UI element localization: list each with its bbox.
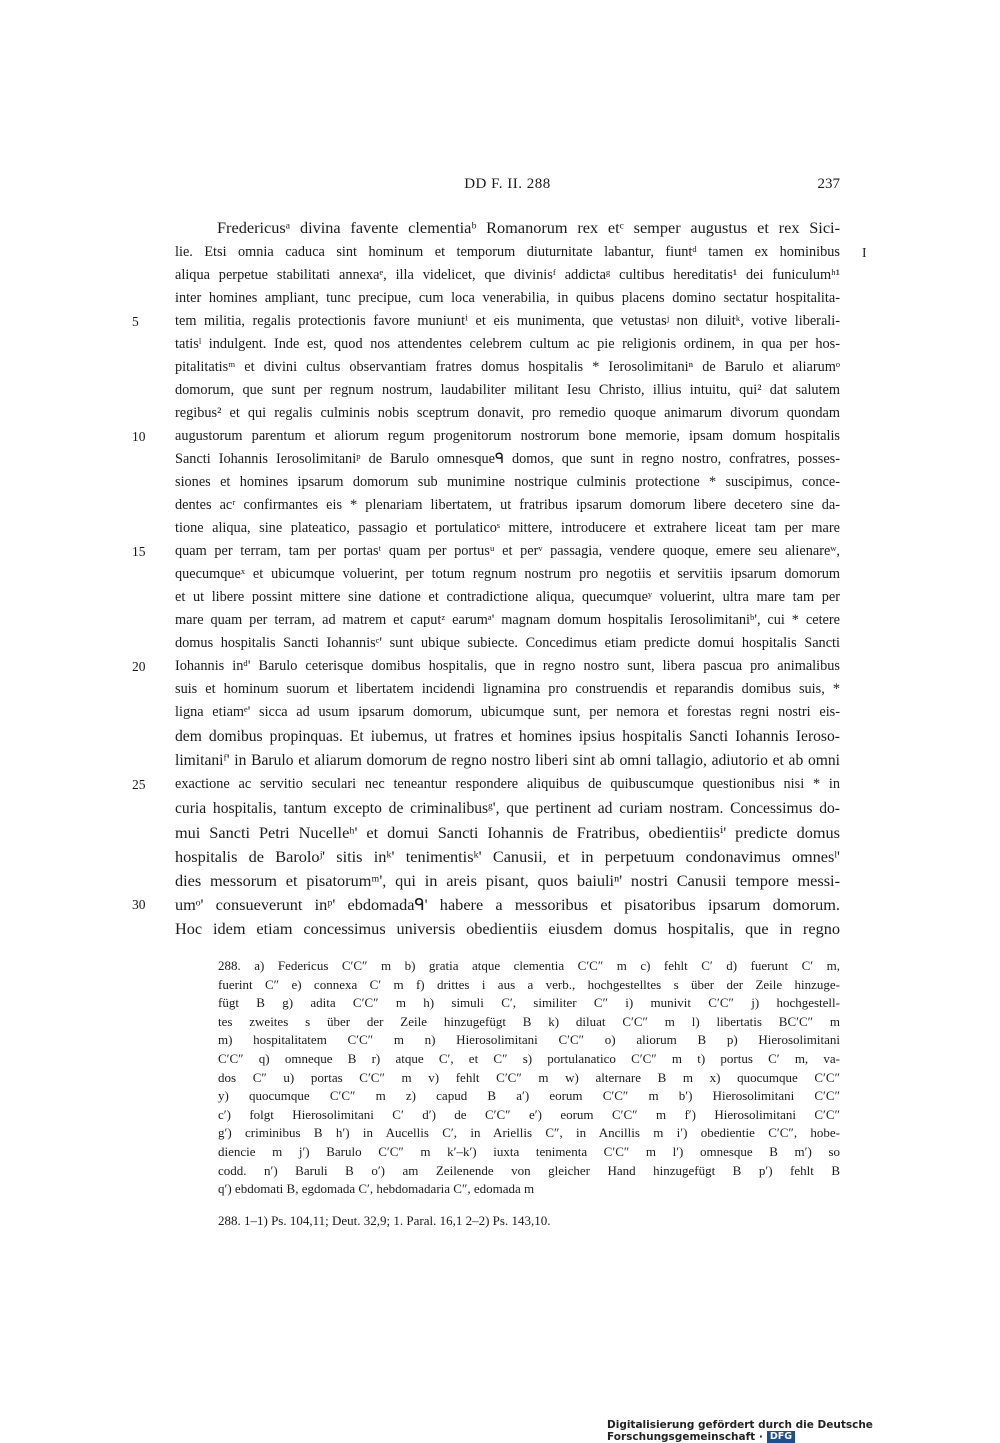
text-line: curia hospitalis, tantum excepto de criminalibusᵍ', que pertinent ad curiam nostram. Concessimus do-: [175, 800, 840, 817]
text-line: tione aliqua, sine plateatico, passagio et portulaticoˢ mittere, introducere et extrahere liceat tam per mare: [175, 520, 840, 536]
text-line: Hoc idem etiam concessimus universis obedientiis eiusdem domus hospitalis, que in regno: [175, 919, 840, 938]
text-line: hospitalis de Baroloʲ' sitis inᵏ' tenimentisᵏ' Canusii, et in perpetuum condonavimus omnesˡ': [175, 847, 840, 866]
text-line: exactione ac servitio seculari nec teneantur respondere aliquibus de quibuscumque questionibus nisi * in: [175, 776, 840, 792]
text-line: mui Sancti Petri Nucelleʰ' et domui Sancti Iohannis de Fratribus, obedientiisⁱ' predicte domus: [175, 823, 840, 842]
text-line: Fredericusᵃ divina favente clementiaᵇ Romanorum rex etᶜ semper augustus et rex Sici-: [217, 218, 840, 237]
text-line: Iohannis inᵈ' Barulo ceterisque domibus hospitalis, que in regno nostro sunt, libera pascua pro animalibus: [175, 658, 840, 674]
text-line: inter homines ampliant, tunc precipue, cum loca venerabilia, in quibus placens domino sectatur hospitalita-: [175, 290, 840, 306]
text-line: regibus² et qui regalis culminis nobis sceptrum donavit, pro remedio quoque animarum divorum quondam: [175, 405, 840, 421]
line-number: 25: [132, 777, 146, 792]
text-line: quecumqueˣ et ubicumque voluerint, per totum regnum nostrum pro negotiis et servitiis ipsarum domorum: [175, 566, 840, 582]
text-line: Sancti Iohannis Ierosolimitaniᵖ de Barulo omnesqueᑫ domos, que sunt in regno nostro, confratres, posses-: [175, 451, 840, 467]
apparatus-line: codd. n′) Baruli B o′) am Zeilenende von gleicher Hand hinzugefügt B p′) fehlt B: [218, 1162, 840, 1178]
apparatus-line: c′) folgt Hierosolimitani C′ d′) de C′C″ e′) eorum C′C″ m f′) Hierosolimitani C′C″: [218, 1106, 840, 1122]
dfg-logo: DFG: [767, 1431, 795, 1443]
text-line: pitalitatisᵐ et divini cultus observantiam fratres domus hospitalis * Ierosolimitaniⁿ de Barulo et aliarumᵒ: [175, 359, 840, 375]
apparatus-line: q′) ebdomati B, egdomada C′, hebdomadaria C″, edomada m: [218, 1181, 535, 1197]
text-line: augustorum parentum et aliorum regum progenitorum nostrorum bone memorie, ipsam domum hospitalis: [175, 428, 840, 444]
apparatus-line: m) hospitalitatem C′C″ m n) Hierosolimitani C′C″ o) aliorum B p) Hierosolimitani: [218, 1032, 840, 1048]
text-line: suis et hominum suorum et libertatem incidendi lignamina pro construendis et reparandis domibus suis, *: [175, 681, 840, 697]
apparatus-line: tes zweites s über der Zeile hinzugefügt B k) diluat C′C″ m l) libertatis BC′C″ m: [218, 1013, 840, 1029]
margin-mark: I: [862, 245, 867, 260]
apparatus-line: y) quocumque C′C″ m z) capud B a′) eorum C′C″ m b′) Hierosolimitani C′C″: [218, 1088, 840, 1104]
apparatus-line: fuerint C″ e) connexa C′ m f) drittes i aus a verb., hochgestelltes s über der Zeile hinzuge-: [218, 976, 840, 992]
line-number: 20: [132, 659, 146, 674]
line-number: 30: [132, 897, 146, 912]
apparatus-line: diencie m j′) Barulo C′C″ m k′–k′) iuxta tenimenta C′C″ m l′) omnesque B m′) so: [218, 1143, 840, 1159]
apparatus-line: fügt B g) adita C′C″ m h) simuli C′, similiter C″ i) munivit C′C″ j) hochgestell-: [218, 995, 840, 1011]
apparatus-line: dos C″ u) portas C′C″ m v) fehlt C′C″ m w) alternare B m x) quocumque C′C″: [218, 1069, 840, 1085]
running-header: [175, 176, 840, 196]
apparatus-line: C′C″ q) omneque B r) atque C′, et C″ s) portulanatico C′C″ m t) portus C′ m, va-: [218, 1050, 840, 1066]
text-line: quam per terram, tam per portasᵗ quam per portusᵘ et perᵛ passagia, vendere quoque, emere seu alienareʷ,: [175, 543, 840, 559]
text-line: siones et homines ipsarum domorum sub munimine nostrique culminis protectione * suscipimus, conce-: [175, 474, 840, 490]
line-number: 10: [132, 429, 146, 444]
source-references: 288. 1–1) Ps. 104,11; Deut. 32,9; 1. Paral. 16,1 2–2) Ps. 143,10.: [218, 1213, 551, 1228]
apparatus-line: g′) criminibus B h′) in Aucellis C′, in Ariellis C″, in Ancillis m i′) obedientie C′C″, hobe-: [218, 1125, 840, 1141]
text-line: dies messorum et pisatorumᵐ', qui in areis pisant, quos baiuliⁿ' nostri Canusii tempore messi-: [175, 871, 840, 890]
page-number: 237: [817, 176, 840, 192]
line-number: 15: [132, 544, 146, 559]
text-line: domus hospitalis Sancti Iohannisᶜ' sunt ubique subiecte. Concedimus etiam predicte domui hospitalis Sancti: [175, 635, 840, 651]
text-line: domorum, que sunt per regnum nostrum, laudabiliter militant Iesu Christo, illius intuitu, qui² dat salutem: [175, 382, 840, 398]
text-line: tatisˡ indulgent. Inde est, quod nos attendentes celebrem cultum ac pie religionis ordinem, in qua per hos-: [175, 336, 840, 352]
text-line: tem militia, regalis protectionis favore muniuntⁱ et eis munimenta, que vetustasʲ non diluitᵏ, votive liberali-: [175, 313, 840, 329]
apparatus-line: 288. a) Federicus C′C″ m b) gratia atque clementia C′C″ m c) fehlt C′ d) fuerunt C′ m,: [218, 958, 840, 973]
text-line: umᵒ' consueverunt inᵖ' ebdomadaᑫ' habere a messoribus et pisatoribus ipsarum domorum.: [175, 895, 840, 914]
funding-footer: [607, 1419, 992, 1443]
footer-text: Digitalisierung gefördert durch die Deutsche Forschungsgemeinschaft ·: [607, 1419, 873, 1443]
text-line: dem domibus propinquas. Et iubemus, ut fratres et homines ipsius hospitalis Sancti Iohannis Ieroso-: [175, 728, 840, 745]
text-line: mare quam per terram, ad matrem et caputᶻ earumᵃ' magnam domum hospitalis Ierosolimitaniᵇ', cui * cetere: [175, 612, 840, 628]
text-line: ligna etiamᵉ' sicca ad usum ipsarum domorum, ubicumque sunt, per nemora et forestas regni nostri eis-: [175, 704, 840, 720]
document-reference: DD F. II. 288: [464, 176, 551, 192]
text-line: dentes acʳ confirmantes eis * plenariam libertatem, ut fratribus ipsarum domorum libere decetero sine da-: [175, 497, 840, 513]
text-line: limitaniᶠ' in Barulo et aliarum domorum de regno nostro liberi sint ab omni tallagio, adiutorio et ab omni: [175, 752, 840, 769]
text-line: lie. Etsi omnia caduca sint hominum et temporum diuturnitate labantur, fiuntᵈ tamen ex hominibus: [175, 244, 840, 260]
text-line: aliqua perpetue stabilitati annexaᵉ, illa videlicet, que divinisᶠ addictaᵍ cultibus hereditatis¹ dei funiculumʰ¹: [175, 267, 840, 283]
line-number: 5: [132, 314, 139, 329]
text-line: et ut libere possint mittere sine datione et contradictione aliqua, quecumqueʸ voluerint, ultra mare tam per: [175, 589, 840, 605]
critical-apparatus: [218, 957, 840, 1199]
